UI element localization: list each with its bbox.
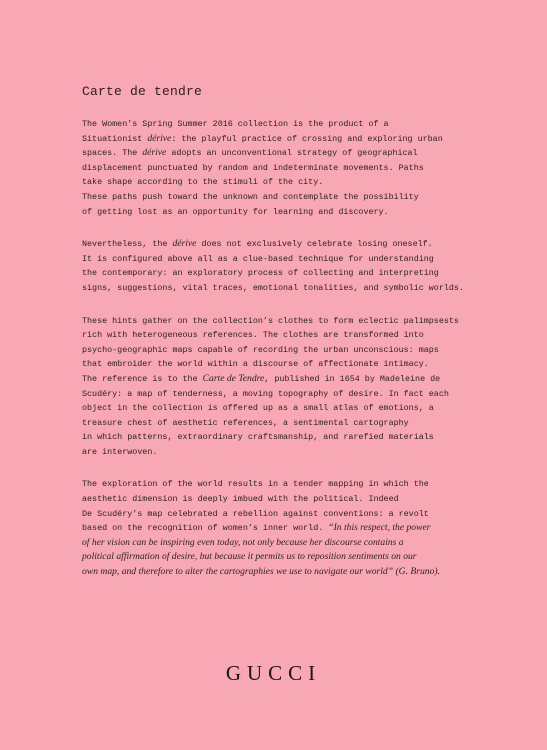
text-segment: Situationist [82, 133, 148, 144]
paragraph-1 [82, 117, 482, 219]
quote-line: own map, and therefore to alter the cartographies we use to navigate our world” (G. Bruno). [82, 566, 440, 578]
quote-text: “In this respect, the power [328, 522, 431, 534]
text-line: These hints gather on the collection’s clothes to form eclectic palimpsests [82, 315, 459, 326]
text-line [82, 372, 482, 387]
text-line: the contemporary: an exploratory process of collecting and interpreting [82, 268, 439, 279]
text-line: The exploration of the world results in a tender mapping in which the [82, 479, 429, 490]
text-line: psycho-geographic maps capable of recording the urban unconscious: maps [82, 344, 439, 355]
brand-logo: GUCCI [225, 661, 322, 685]
text-segment: adopts an unconventional strategy of geographical [166, 148, 418, 159]
italic-term: dérive [142, 147, 167, 159]
text-line: It is configured above all as a clue-based technique for understanding [82, 253, 434, 264]
article [82, 84, 482, 598]
text-line: These paths push toward the unknown and contemplate the possibility [82, 191, 419, 202]
text-line: that embroider the world within a discourse of affectionate intimacy. [82, 359, 429, 370]
paragraph-3 [82, 314, 482, 460]
paragraph-2 [82, 237, 482, 295]
text-line: take shape according to the stimuli of the city. [82, 177, 324, 188]
text-line: of getting lost as an opportunity for learning and discovery. [82, 206, 389, 217]
text-line [82, 521, 482, 536]
text-line: object in the collection is offered up as a small atlas of emotions, a [82, 403, 434, 414]
text-segment: , published in 1654 by Madeleine de [264, 373, 441, 384]
text-line: signs, suggestions, vital traces, emotional tonalities, and symbolic worlds. [82, 282, 464, 293]
italic-term: dérive [172, 238, 197, 250]
text-line: displacement punctuated by random and indeterminate movements. Paths [82, 162, 424, 173]
text-line: rich with heterogeneous references. The clothes are transformed into [82, 330, 424, 341]
text-segment: spaces. The [82, 148, 143, 159]
text-line: Scudéry: a map of tenderness, a moving topography of desire. In fact each [82, 388, 449, 399]
text-line [82, 132, 482, 147]
text-line: aesthetic dimension is deeply imbued with the political. Indeed [82, 494, 399, 505]
quote-line: of her vision can be inspiring even today, not only because her discourse contains a [82, 536, 404, 548]
text-segment: The reference is to the [82, 373, 203, 384]
page-title: Carte de tendre [82, 84, 203, 99]
text-line: treasure chest of aesthetic references, a sentimental cartography [82, 417, 409, 428]
text-line [82, 146, 482, 161]
text-segment: : the playful practice of crossing and exploring urban [171, 133, 443, 144]
quote-line: political affirmation of desire, but because it permits us to reposition sentiments on our [82, 551, 417, 563]
text-line: De Scudéry’s map celebrated a rebellion against conventions: a revolt [82, 508, 429, 519]
text-line: The Women’s Spring Summer 2016 collection is the product of a [82, 119, 389, 129]
text-line: in which patterns, extraordinary craftsmanship, and rarefied materials [82, 432, 434, 443]
italic-term: dérive [147, 132, 172, 144]
text-segment: Nevertheless, the [82, 239, 173, 250]
text-segment: based on the recognition of women’s inner world. [82, 523, 329, 534]
italic-term: Carte de Tendre [202, 372, 265, 384]
text-line [82, 237, 482, 252]
text-segment: does not exclusively celebrate losing oneself. [196, 239, 433, 250]
paragraph-4 [82, 477, 482, 579]
text-line: are interwoven. [82, 446, 158, 457]
